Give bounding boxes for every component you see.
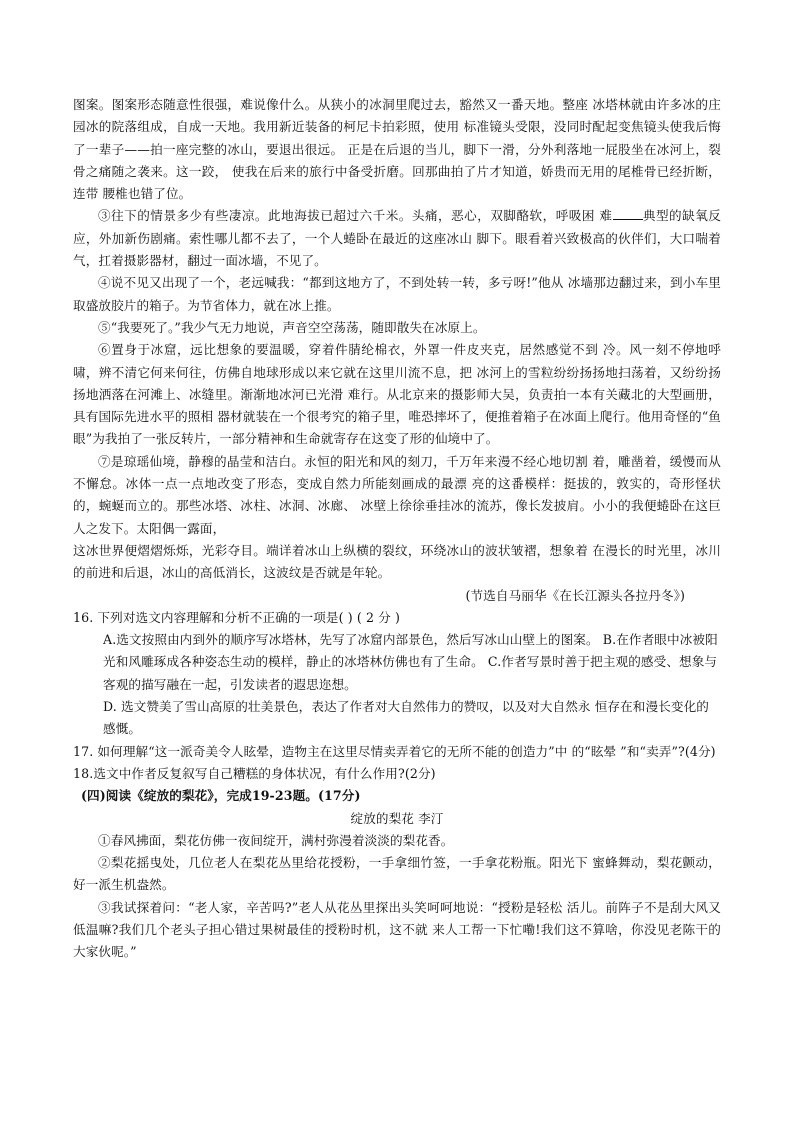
paragraph-3-text-after-blank: 典型的缺氧反应，外加新伤剧痛。索性哪儿都不去了，一个人蜷卧在最近的这座冰山 脚下。眼看着兴致极高的伙伴们，大口喘着气，扛着摄影器材，翻过一面冰墙，不见了。 xyxy=(73,208,721,269)
fill-blank xyxy=(613,207,643,220)
passage-source: (节选自马丽华《在长江源头各拉丹冬》) xyxy=(465,587,685,603)
section-4-paragraph-2: ②梨花摇曳处，几位老人在梨花丛里给花授粉，一手拿细竹签，一手拿花粉瓶。阳光下 蜜蜂舞动，梨花颤动，好一派生机盎然。 xyxy=(73,855,721,893)
question-16-option-d: D. 选文赞美了雪山高原的壮美景色，表达了作者对大自然伟力的赞叹，以及对大自然永 恒存在和漫长变化的感慨。 xyxy=(103,699,709,737)
passage-paragraph-intro: 图案。图案形态随意性很强，难说像什么。从狭小的冰洞里爬过去，豁然又一番天地。整座 冰塔林就由许多冰的庄园冰的院落组成，自成一天地。我用新近装备的柯尼卡拍彩照，使用 标准镜头受限，没同时配起变焦镜头使我后悔了一辈子——拍一座完整的冰山，要退出很远。 正是在后退的当儿，脚下一滑，分外利落地一屁股坐在冰河上，裂骨之痛随之袭来。这一跤， 使我在后来的旅行中备受折磨。回那曲拍了片才知道，娇贵而无用的尾椎骨已经折断，连带 腰椎也错了位。 xyxy=(73,97,721,202)
document-body xyxy=(73,94,721,964)
paragraph-3-text-before-blank: ③往下的情景多少有些凄凉。此地海拔已超过六千米。头痛，恶心，双脚酪软，呼吸困 难 xyxy=(98,208,613,224)
question-18: 18.选文中作者反复叙写自己糟糕的身体状况，有什么作用?(2分) xyxy=(73,765,436,781)
passage-paragraph-4: ④说不见又出现了一个，老远喊我：“都到这地方了，不到处转一转，多亏呀!”他从 冰墙那边翻过来，到小车里取盛放胶片的箱子。为节省体力，就在冰上推。 xyxy=(73,275,721,313)
passage-paragraph-3 xyxy=(73,205,721,272)
section-4-paragraph-1: ①春风拂面，梨花仿佛一夜间绽开，满村弥漫着淡淡的梨花香。 xyxy=(98,832,454,848)
question-17: 17. 如何理解“这一派奇美令人眩晕，造物主在这里尽情卖弄着它的无所不能的创造力”中 的“眩晕 ”和“卖弄”?(4分) xyxy=(73,743,716,759)
passage-paragraph-7a: ⑦是琼瑶仙境，静穆的晶莹和洁白。永恒的阳光和风的刻刀，千万年来漫不经心地切割 着，雕凿着，缓慢而从不懈怠。冰体一点一点地改变了形态，变成自然力所能刻画成的最漂 亮的这番模样：挺拔的，敦实的，奇形怪状的，蜿蜒而立的。那些冰塔、冰柱、冰洞、冰廊、 冰壁上徐徐垂挂冰的流苏，像长发披肩。小小的我便蜷卧在这巨人之发下。太阳偶一露面， xyxy=(73,453,721,536)
passage-paragraph-6: ⑥置身于冰窟，远比想象的要温暖，穿着件腈纶棉衣，外罩一件皮夹克，居然感觉不到 冷。风一刻不停地呼啸，辨不清它何来何往，仿佛自地球形成以来它就在这里川流不息，把 冰河上的雪粒纷纷扬扬地扫荡着，又纷纷扬扬地洒落在河滩上、冰缝里。渐渐地冰河已光滑 难行。从北京来的摄影师大吴，负责拍一本有关藏北的大型画册，具有国际先进水平的照相 器材就装在一个很考究的箱子里，唯恐摔坏了，便推着箱子在冰面上爬行。他用奇怪的“鱼 眼”为我拍了一张反转片，一部分精神和生命就寄存在这变了形的仙境中了。 xyxy=(73,342,721,447)
question-16-options-abc: A.选文按照由内到外的顺序写冰塔林，先写了冰窟内部景色，然后写冰山山壁上的图案。 B.在作者眼中冰被阳光和风雕琢成各种姿态生动的模样，静止的冰塔林仿佛也有了生命。 C.作者写景时善于把主观的感受、想象与客观的描写融在一起，引发读者的遐思迩想。 xyxy=(103,632,718,692)
passage-paragraph-5: ⑤“我要死了。”我少气无力地说，声音空空荡荡，随即散失在冰原上。 xyxy=(98,319,486,335)
section-4-paragraph-3: ③我试探着问：“老人家，辛苦吗?”老人从花丛里探出头笑呵呵地说：“授粉是轻松 活儿。前阵子不是刮大风又低温嘛?我们几个老头子担心错过果树最佳的授粉时机，这不就 来人工帮一下忙嘞!我们这不算啥，你没见老陈干的大家伙呢。” xyxy=(73,899,721,960)
section-4-heading: (四)阅读《绽放的梨花》，完成19-23题。(17分) xyxy=(81,788,361,804)
passage-paragraph-7b: 这冰世界便熠熠烁烁，光彩夺目。端详着冰山上纵横的裂纹，环绕冰山的波状皱褶，想象着 在漫长的时光里，冰川的前进和后退，冰山的高低消长，这波纹是否就是年轮。 xyxy=(73,542,721,581)
question-16: 16. 下列对选文内容理解和分析不正确的一项是( ) ( 2 分 ) xyxy=(73,609,400,625)
section-4-title: 绽放的梨花 李汀 xyxy=(350,810,444,826)
